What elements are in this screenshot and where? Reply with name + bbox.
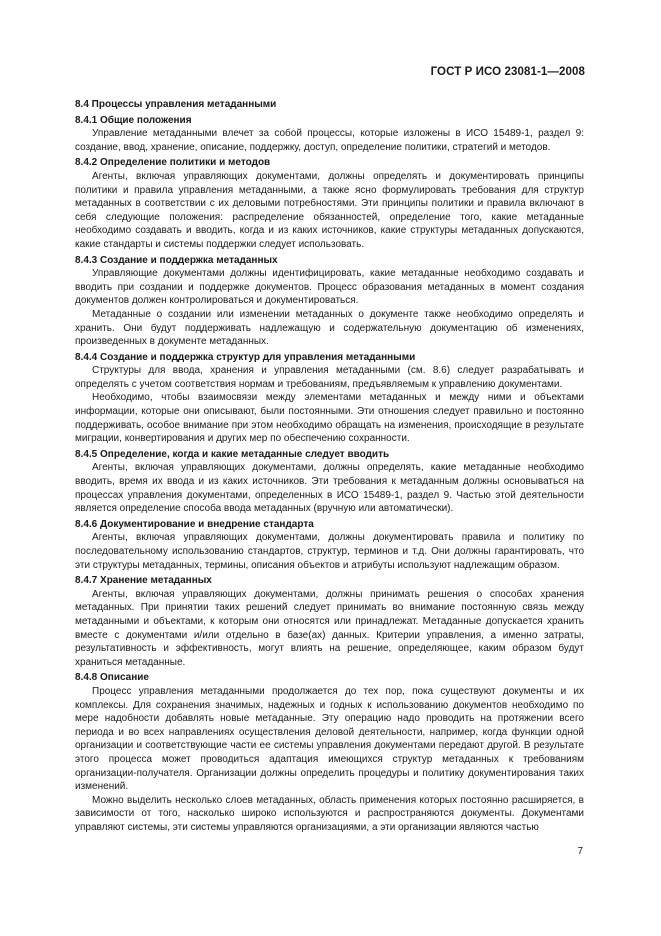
section-8-4-7-title: 8.4.7 Хранение метаданных [75, 575, 212, 587]
section-8-4-1-title: 8.4.1 Общие положения [75, 114, 192, 126]
section-8-4-5-paragraph: Агенты, включая управляющих документами, должны определять, какие метаданные необходимо вводить, время их ввода и из каких источников. Эти требования к метаданным должны основываться на процессах управления документами, определенных в ИСО 15489-1, раздел 9. Частью этой деятельности является определение способа ввода метаданных (вручную или автоматически). [75, 462, 584, 515]
section-8-4-6-title: 8.4.6 Документирование и внедрение стандарта [75, 518, 314, 530]
section-8-4-4-paragraph-2: Необходимо, чтобы взаимосвязи между элементами метаданных и между ними и объектами информации, которые они описывают, были постоянными. Эти отношения следует правильно и постоянно поддерживать, особое внимание при этом необходимо обращать на изменения, происходящие в результате миграции, конвертирования и других мер по обеспечению сохранности. [75, 392, 584, 445]
section-8-4-2-paragraph: Агенты, включая управляющих документами, должны определять и документировать принципы политики и правила управления метаданными, а также ясно формулировать требования для структур метаданных в соответствии с их деловыми потребностями. Эти принципы политики и правила включают в себя следующие положения: распределение обязанностей, определение того, какие метаданные необходимо создавать и вводить, когда и из каких источников, какие структуры метаданных допускаются, какие стандарты и системы поддержки следует использовать. [75, 170, 584, 250]
section-8-4-8-paragraph-1: Процесс управления метаданными продолжается до тех пор, пока существуют документы и их комплексы. Для сохранения значимых, надежных и годных к использованию документов необходимо по мере надобности добавлять новые метаданные. Эту операцию надо проводить на протяжении всего периода и во всех направлениях осуществления деловой деятельности, например, когда функции одной организации и соответствующие части ее системы управления документами передают другой. В результате этого процесса может проводиться адаптация имеющихся структур метаданных к требованиям организации-получателя. Организации должны определить процедуры и политику документирования таких изменений. [75, 685, 584, 793]
section-8-4-1-paragraph: Управление метаданными влечет за собой процессы, которые изложены в ИСО 15489-1, раздел 9: создание, ввод, хранение, описание, поддержку, доступ, определение политики, стратегий и методов. [75, 128, 584, 153]
section-8-4-5-title: 8.4.5 Определение, когда и какие метаданные следует вводить [75, 448, 390, 460]
section-8-4-2-title: 8.4.2 Определение политики и методов [75, 157, 271, 169]
section-8-4-4-title: 8.4.4 Создание и поддержка структур для управления метаданными [75, 351, 416, 363]
section-8-4-3-title: 8.4.3 Создание и поддержка метаданных [75, 254, 278, 266]
section-8-4-7-paragraph: Агенты, включая управляющих документами, должны принимать решения о способах хранения метаданных. При принятии таких решений следует принимать во внимание постоянную связь между метаданными и объектами, к которым они относятся или принадлежат. Метаданные допускается хранить вместе с документами и/или отдельно в базе(ах) данных. Критерии управления, а именно затраты, результативность и эффективность, могут влиять на решение, определяющее, каким образом будут храниться метаданные. [75, 588, 584, 668]
section-8-4-4-paragraph-1: Структуры для ввода, хранения и управления метаданными (см. 8.6) следует разрабатывать и определять с учетом соответствия нормам и требованиям, предъявляемым к управлению документами. [75, 365, 584, 390]
section-8-4-8-paragraph-2: Можно выделить несколько слоев метаданных, область применения которых постоянно расширяется, в зависимости от того, насколько широко используются и распространяются документы. Документами управляют системы, эти системы управляются организациями, а эти организации являются частью [75, 794, 584, 833]
section-8-4-3-paragraph-2: Метаданные о создании или изменении метаданных о документе также необходимо определять и хранить. Они будут поддерживать надлежащую и содержательную документацию об изменениях, произведенных в документе метаданных. [75, 308, 584, 348]
section-8-4-title: 8.4 Процессы управления метаданными [75, 99, 277, 110]
page-number: 7 [577, 846, 583, 857]
document-body [75, 98, 584, 834]
standard-header: ГОСТ Р ИСО 23081-1—2008 [430, 66, 585, 78]
section-8-4-6-paragraph: Агенты, включая управляющих документами, должны документировать правила и политику по последовательному использованию стандартов, структур, терминов и т.д. Они должны гарантировать, что эти структуры метаданных, термины, описания объектов и атрибуты используют надлежащим образом. [75, 532, 584, 571]
section-8-4-3-paragraph-1: Управляющие документами должны идентифицировать, какие метаданные необходимо создавать и вводить при создании и поддержке документов. Процесс образования метаданных в момент создания документов должен контролироваться и документироваться. [75, 268, 584, 307]
section-8-4-8-title: 8.4.8 Описание [75, 672, 149, 684]
